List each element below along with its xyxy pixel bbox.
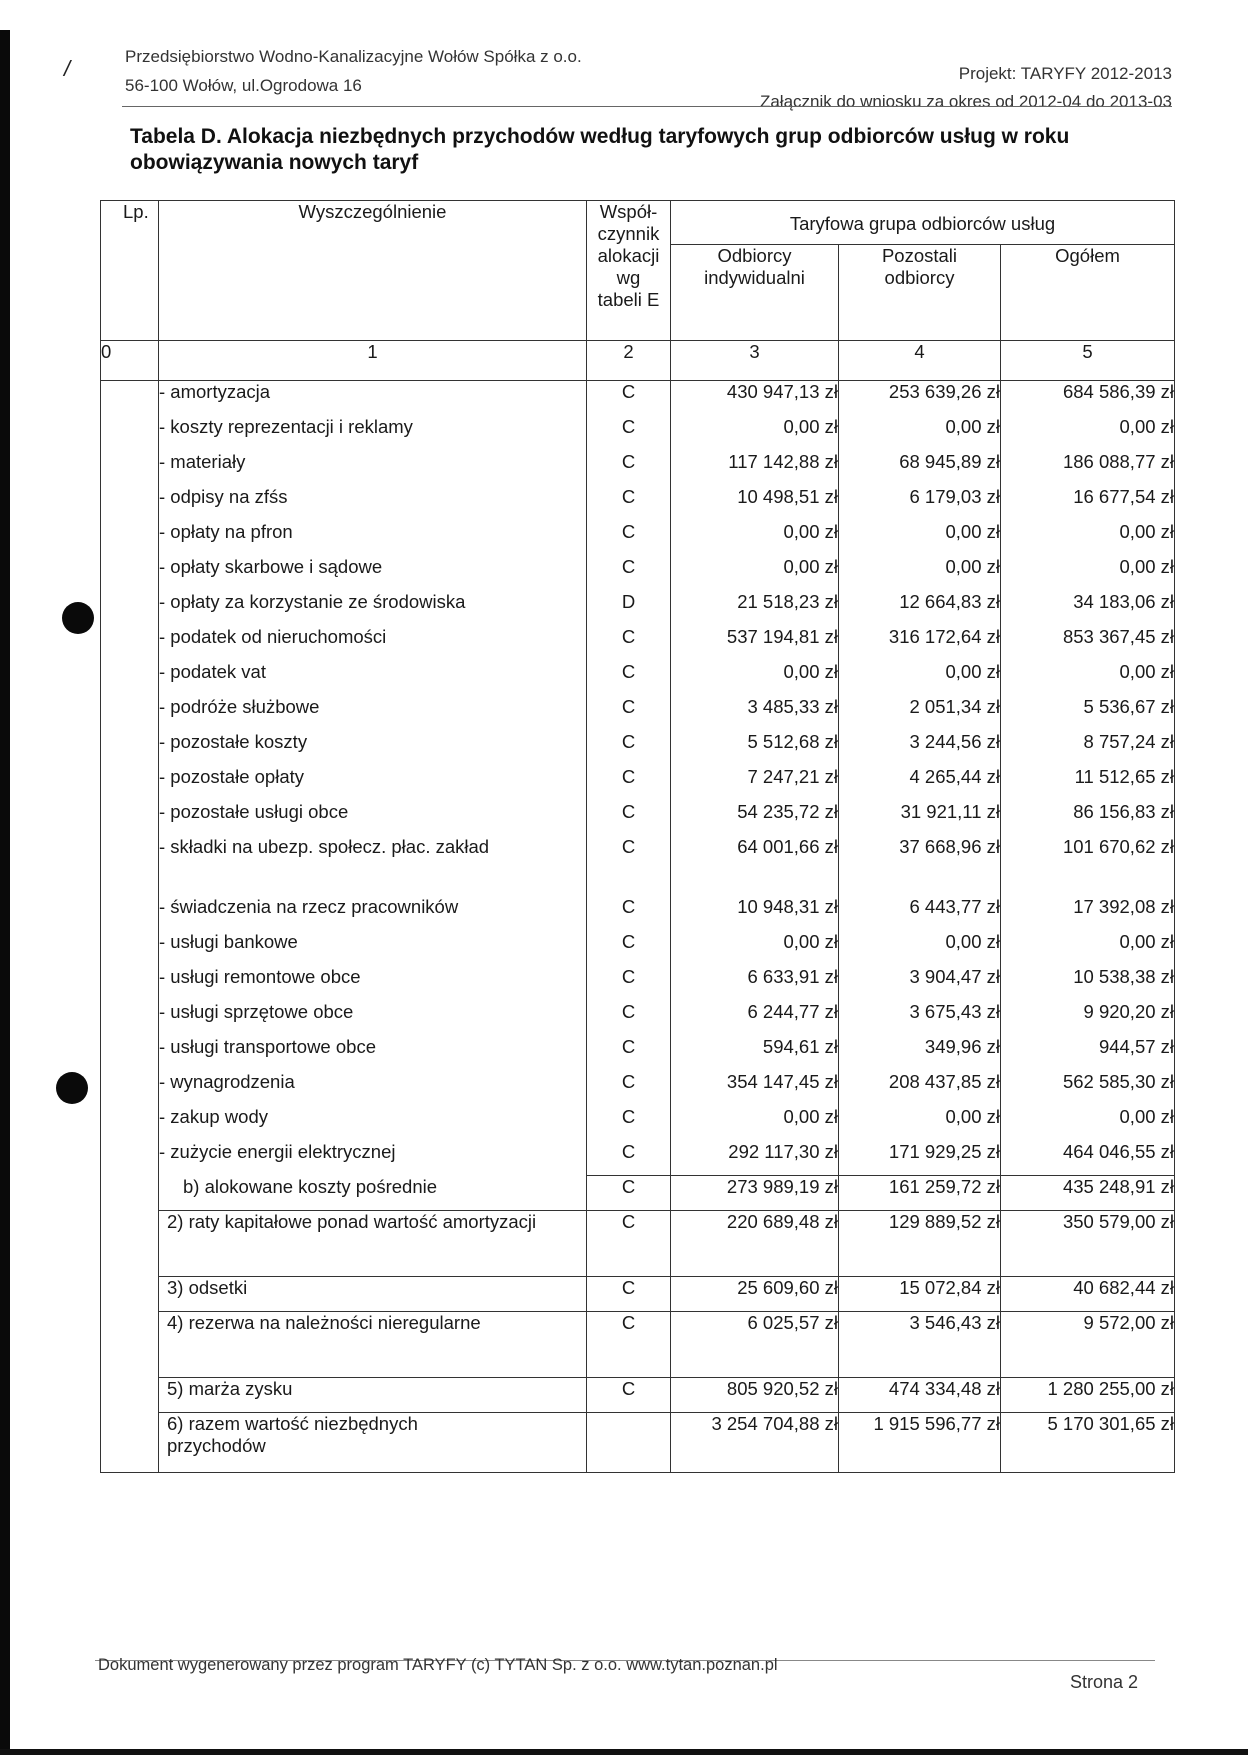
scan-edge — [0, 30, 10, 1755]
row-name: - pozostałe koszty — [159, 731, 587, 766]
index-cell: 1 — [159, 341, 587, 381]
row-other: 3 904,47 zł — [839, 966, 1001, 1001]
row-coef: C — [587, 1211, 671, 1277]
table-row — [101, 1277, 1175, 1312]
row-ind: 273 989,19 zł — [671, 1176, 839, 1211]
table-row — [101, 696, 1175, 731]
row-name: - świadczenia na rzecz pracowników — [159, 896, 587, 931]
row-other: 316 172,64 zł — [839, 626, 1001, 661]
row-name: - usługi bankowe — [159, 931, 587, 966]
table-row — [101, 931, 1175, 966]
row-ind: 0,00 zł — [671, 1106, 839, 1141]
sum-name-line: przychodów — [167, 1435, 266, 1456]
row-coef: D — [587, 591, 671, 626]
col-coef-line: alokacji — [597, 245, 660, 266]
row-total: 8 757,24 zł — [1001, 731, 1175, 766]
row-other: 208 437,85 zł — [839, 1071, 1001, 1106]
row-coef: C — [587, 731, 671, 766]
table-row — [101, 626, 1175, 661]
table-row — [101, 1378, 1175, 1413]
row-other: 253 639,26 zł — [839, 381, 1001, 416]
row-other: 2 051,34 zł — [839, 696, 1001, 731]
table-row — [101, 766, 1175, 801]
table-row — [101, 1001, 1175, 1036]
scan-edge-bottom — [0, 1749, 1248, 1755]
row-name: - podatek vat — [159, 661, 587, 696]
company-name: Przedsiębiorstwo Wodno-Kanalizacyjne Wołów Spółka z o.o. — [125, 47, 582, 66]
row-coef: C — [587, 1277, 671, 1312]
row-name: - podróże służbowe — [159, 696, 587, 731]
row-name: - podatek od nieruchomości — [159, 626, 587, 661]
row-coef: C — [587, 931, 671, 966]
row-ind: 292 117,30 zł — [671, 1141, 839, 1176]
row-coef: C — [587, 766, 671, 801]
table-row — [101, 896, 1175, 931]
lp-cell — [101, 1413, 159, 1473]
page-title: Tabela D. Alokacja niezbędnych przychodów według taryfowych grup odbiorców usług w roku obowiązywania nowych taryf — [130, 125, 1070, 174]
index-cell: 2 — [587, 341, 671, 381]
row-name: - opłaty skarbowe i sądowe — [159, 556, 587, 591]
sum-other: 1 915 596,77 zł — [839, 1413, 1001, 1473]
table-row — [101, 1211, 1175, 1277]
row-coef: C — [587, 696, 671, 731]
table-row — [101, 1071, 1175, 1106]
row-coef: C — [587, 896, 671, 931]
row-total: 9 572,00 zł — [1001, 1312, 1175, 1378]
row-other: 161 259,72 zł — [839, 1176, 1001, 1211]
sum-name — [159, 1413, 587, 1473]
col-coef-line: czynnik — [597, 223, 660, 244]
col-coef-line: Współ- — [599, 201, 658, 222]
index-cell: 0 — [101, 341, 159, 381]
lp-cell — [101, 381, 159, 1211]
row-name: 2) raty kapitałowe ponad wartość amortyzacji — [159, 1211, 587, 1277]
row-other: 15 072,84 zł — [839, 1277, 1001, 1312]
row-other: 171 929,25 zł — [839, 1141, 1001, 1176]
row-total: 101 670,62 zł — [1001, 836, 1175, 896]
col-group-header: Taryfowa grupa odbiorców usług — [671, 201, 1175, 245]
row-other: 6 443,77 zł — [839, 896, 1001, 931]
row-other: 0,00 zł — [839, 556, 1001, 591]
row-total: 5 536,67 zł — [1001, 696, 1175, 731]
footer-generated: Dokument wygenerowany przez program TARYFY (c) TYTAN Sp. z o.o. www.tytan.poznan.pl — [98, 1656, 778, 1674]
row-ind: 0,00 zł — [671, 521, 839, 556]
row-coef: C — [587, 1071, 671, 1106]
col-coef-line: wg — [616, 267, 641, 288]
col-lp-header: Lp. — [101, 201, 159, 341]
row-name: - opłaty na pfron — [159, 521, 587, 556]
row-name: b) alokowane koszty pośrednie — [159, 1176, 587, 1211]
index-cell: 3 — [671, 341, 839, 381]
row-name: - materiały — [159, 451, 587, 486]
row-ind: 5 512,68 zł — [671, 731, 839, 766]
row-other: 31 921,11 zł — [839, 801, 1001, 836]
row-total: 684 586,39 zł — [1001, 381, 1175, 416]
row-name: - koszty reprezentacji i reklamy — [159, 416, 587, 451]
table-row — [101, 556, 1175, 591]
row-coef: C — [587, 1001, 671, 1036]
row-ind: 430 947,13 zł — [671, 381, 839, 416]
punch-hole-top — [62, 602, 94, 634]
row-other: 0,00 zł — [839, 661, 1001, 696]
row-name: 4) rezerwa na należności nieregularne — [159, 1312, 587, 1378]
row-coef: C — [587, 521, 671, 556]
row-total: 0,00 zł — [1001, 521, 1175, 556]
row-total: 1 280 255,00 zł — [1001, 1378, 1175, 1413]
pen-mark: / — [64, 56, 71, 81]
table-row — [101, 591, 1175, 626]
row-ind: 805 920,52 zł — [671, 1378, 839, 1413]
row-total: 10 538,38 zł — [1001, 966, 1175, 1001]
sum-name-line: 6) razem wartość niezbędnych — [167, 1413, 418, 1434]
row-name: - opłaty za korzystanie ze środowiska — [159, 591, 587, 626]
table-row — [101, 1312, 1175, 1378]
table-row — [101, 486, 1175, 521]
page-number: Strona 2 — [1070, 1672, 1139, 1692]
lp-cell — [101, 1277, 159, 1312]
row-ind: 10 498,51 zł — [671, 486, 839, 521]
index-cell: 5 — [1001, 341, 1175, 381]
row-ind: 6 244,77 zł — [671, 1001, 839, 1036]
lp-cell — [101, 1312, 159, 1378]
row-coef: C — [587, 486, 671, 521]
row-name: - usługi transportowe obce — [159, 1036, 587, 1071]
row-ind: 64 001,66 zł — [671, 836, 839, 896]
index-row — [101, 341, 1175, 381]
row-ind: 3 485,33 zł — [671, 696, 839, 731]
col-ind-line: Odbiorcy — [717, 245, 792, 266]
row-total: 464 046,55 zł — [1001, 1141, 1175, 1176]
row-total: 86 156,83 zł — [1001, 801, 1175, 836]
table-row — [101, 1106, 1175, 1141]
allocation-table — [100, 200, 1175, 1473]
table-row — [101, 966, 1175, 1001]
row-ind: 25 609,60 zł — [671, 1277, 839, 1312]
row-name: - usługi remontowe obce — [159, 966, 587, 1001]
row-ind: 0,00 zł — [671, 931, 839, 966]
row-total: 186 088,77 zł — [1001, 451, 1175, 486]
row-other: 129 889,52 zł — [839, 1211, 1001, 1277]
company-header — [125, 42, 582, 100]
col-total-header: Ogółem — [1001, 245, 1175, 341]
row-coef: C — [587, 801, 671, 836]
row-name: 5) marża zysku — [159, 1378, 587, 1413]
sum-total: 5 170 301,65 zł — [1001, 1413, 1175, 1473]
row-total: 350 579,00 zł — [1001, 1211, 1175, 1277]
row-total: 11 512,65 zł — [1001, 766, 1175, 801]
attachment-period: Załącznik do wniosku za okres od 2012-04 do 2013-03 — [759, 92, 1172, 111]
punch-hole-bottom — [56, 1072, 88, 1104]
table-row — [101, 801, 1175, 836]
row-coef: C — [587, 556, 671, 591]
row-ind: 0,00 zł — [671, 416, 839, 451]
row-name: - odpisy na zfśs — [159, 486, 587, 521]
row-other: 37 668,96 zł — [839, 836, 1001, 896]
table-row — [101, 451, 1175, 486]
row-total: 853 367,45 zł — [1001, 626, 1175, 661]
header-row-1 — [101, 201, 1175, 245]
row-name: - wynagrodzenia — [159, 1071, 587, 1106]
row-other: 349,96 zł — [839, 1036, 1001, 1071]
col-other-header — [839, 245, 1001, 341]
table-row — [101, 1036, 1175, 1071]
col-desc-header: Wyszczególnienie — [159, 201, 587, 341]
table-row — [101, 1141, 1175, 1176]
row-name: - pozostałe usługi obce — [159, 801, 587, 836]
row-total: 0,00 zł — [1001, 556, 1175, 591]
sum-ind: 3 254 704,88 zł — [671, 1413, 839, 1473]
row-coef: C — [587, 1176, 671, 1211]
col-ind-line: indywidualni — [704, 267, 805, 288]
row-other: 4 265,44 zł — [839, 766, 1001, 801]
row-total: 0,00 zł — [1001, 661, 1175, 696]
row-other: 68 945,89 zł — [839, 451, 1001, 486]
row-ind: 54 235,72 zł — [671, 801, 839, 836]
row-other: 3 244,56 zł — [839, 731, 1001, 766]
row-name: - zużycie energii elektrycznej — [159, 1141, 587, 1176]
row-other: 0,00 zł — [839, 416, 1001, 451]
row-name: - składki na ubezp. społecz. płac. zakład — [159, 836, 587, 896]
row-name: - pozostałe opłaty — [159, 766, 587, 801]
table-row — [101, 1176, 1175, 1211]
table-row — [101, 381, 1175, 416]
row-coef: C — [587, 836, 671, 896]
row-ind: 21 518,23 zł — [671, 591, 839, 626]
table-row — [101, 521, 1175, 556]
col-ind-header — [671, 245, 839, 341]
row-coef: C — [587, 381, 671, 416]
row-ind: 0,00 zł — [671, 661, 839, 696]
row-total: 16 677,54 zł — [1001, 486, 1175, 521]
row-other: 0,00 zł — [839, 521, 1001, 556]
company-address: 56-100 Wołów, ul.Ogrodowa 16 — [125, 76, 362, 95]
row-total: 17 392,08 zł — [1001, 896, 1175, 931]
row-other: 0,00 zł — [839, 931, 1001, 966]
row-other: 0,00 zł — [839, 1106, 1001, 1141]
sum-coef — [587, 1413, 671, 1473]
index-cell: 4 — [839, 341, 1001, 381]
table-row — [101, 661, 1175, 696]
row-other: 474 334,48 zł — [839, 1378, 1001, 1413]
row-ind: 6 633,91 zł — [671, 966, 839, 1001]
row-name: - zakup wody — [159, 1106, 587, 1141]
row-other: 3 546,43 zł — [839, 1312, 1001, 1378]
row-coef: C — [587, 661, 671, 696]
row-total: 562 585,30 zł — [1001, 1071, 1175, 1106]
row-ind: 537 194,81 zł — [671, 626, 839, 661]
row-coef: C — [587, 1036, 671, 1071]
row-total: 435 248,91 zł — [1001, 1176, 1175, 1211]
row-coef: C — [587, 1378, 671, 1413]
col-other-line: odbiorcy — [884, 267, 955, 288]
row-coef: C — [587, 416, 671, 451]
row-total: 0,00 zł — [1001, 1106, 1175, 1141]
lp-cell — [101, 1211, 159, 1277]
row-coef: C — [587, 1106, 671, 1141]
table-row — [101, 731, 1175, 766]
table-row — [101, 416, 1175, 451]
row-total: 0,00 zł — [1001, 931, 1175, 966]
col-coef-line: tabeli E — [597, 289, 660, 310]
row-ind: 354 147,45 zł — [671, 1071, 839, 1106]
row-total: 0,00 zł — [1001, 416, 1175, 451]
row-coef: C — [587, 451, 671, 486]
row-total: 40 682,44 zł — [1001, 1277, 1175, 1312]
row-coef: C — [587, 966, 671, 1001]
row-name: - usługi sprzętowe obce — [159, 1001, 587, 1036]
row-ind: 10 948,31 zł — [671, 896, 839, 931]
row-ind: 220 689,48 zł — [671, 1211, 839, 1277]
col-coef-header — [587, 201, 671, 341]
row-name: - amortyzacja — [159, 381, 587, 416]
row-other: 3 675,43 zł — [839, 1001, 1001, 1036]
project-name: Projekt: TARYFY 2012-2013 — [958, 64, 1172, 83]
row-total: 34 183,06 zł — [1001, 591, 1175, 626]
row-ind: 117 142,88 zł — [671, 451, 839, 486]
project-header — [760, 60, 1172, 116]
sum-row — [101, 1413, 1175, 1473]
row-coef: C — [587, 1141, 671, 1176]
row-coef: C — [587, 626, 671, 661]
row-other: 6 179,03 zł — [839, 486, 1001, 521]
table-row — [101, 836, 1175, 896]
lp-cell — [101, 1378, 159, 1413]
row-ind: 6 025,57 zł — [671, 1312, 839, 1378]
header-divider — [122, 106, 1172, 107]
row-total: 9 920,20 zł — [1001, 1001, 1175, 1036]
row-coef: C — [587, 1312, 671, 1378]
row-ind: 0,00 zł — [671, 556, 839, 591]
row-total: 944,57 zł — [1001, 1036, 1175, 1071]
row-name: 3) odsetki — [159, 1277, 587, 1312]
row-ind: 594,61 zł — [671, 1036, 839, 1071]
col-other-line: Pozostali — [881, 245, 958, 266]
row-other: 12 664,83 zł — [839, 591, 1001, 626]
row-ind: 7 247,21 zł — [671, 766, 839, 801]
